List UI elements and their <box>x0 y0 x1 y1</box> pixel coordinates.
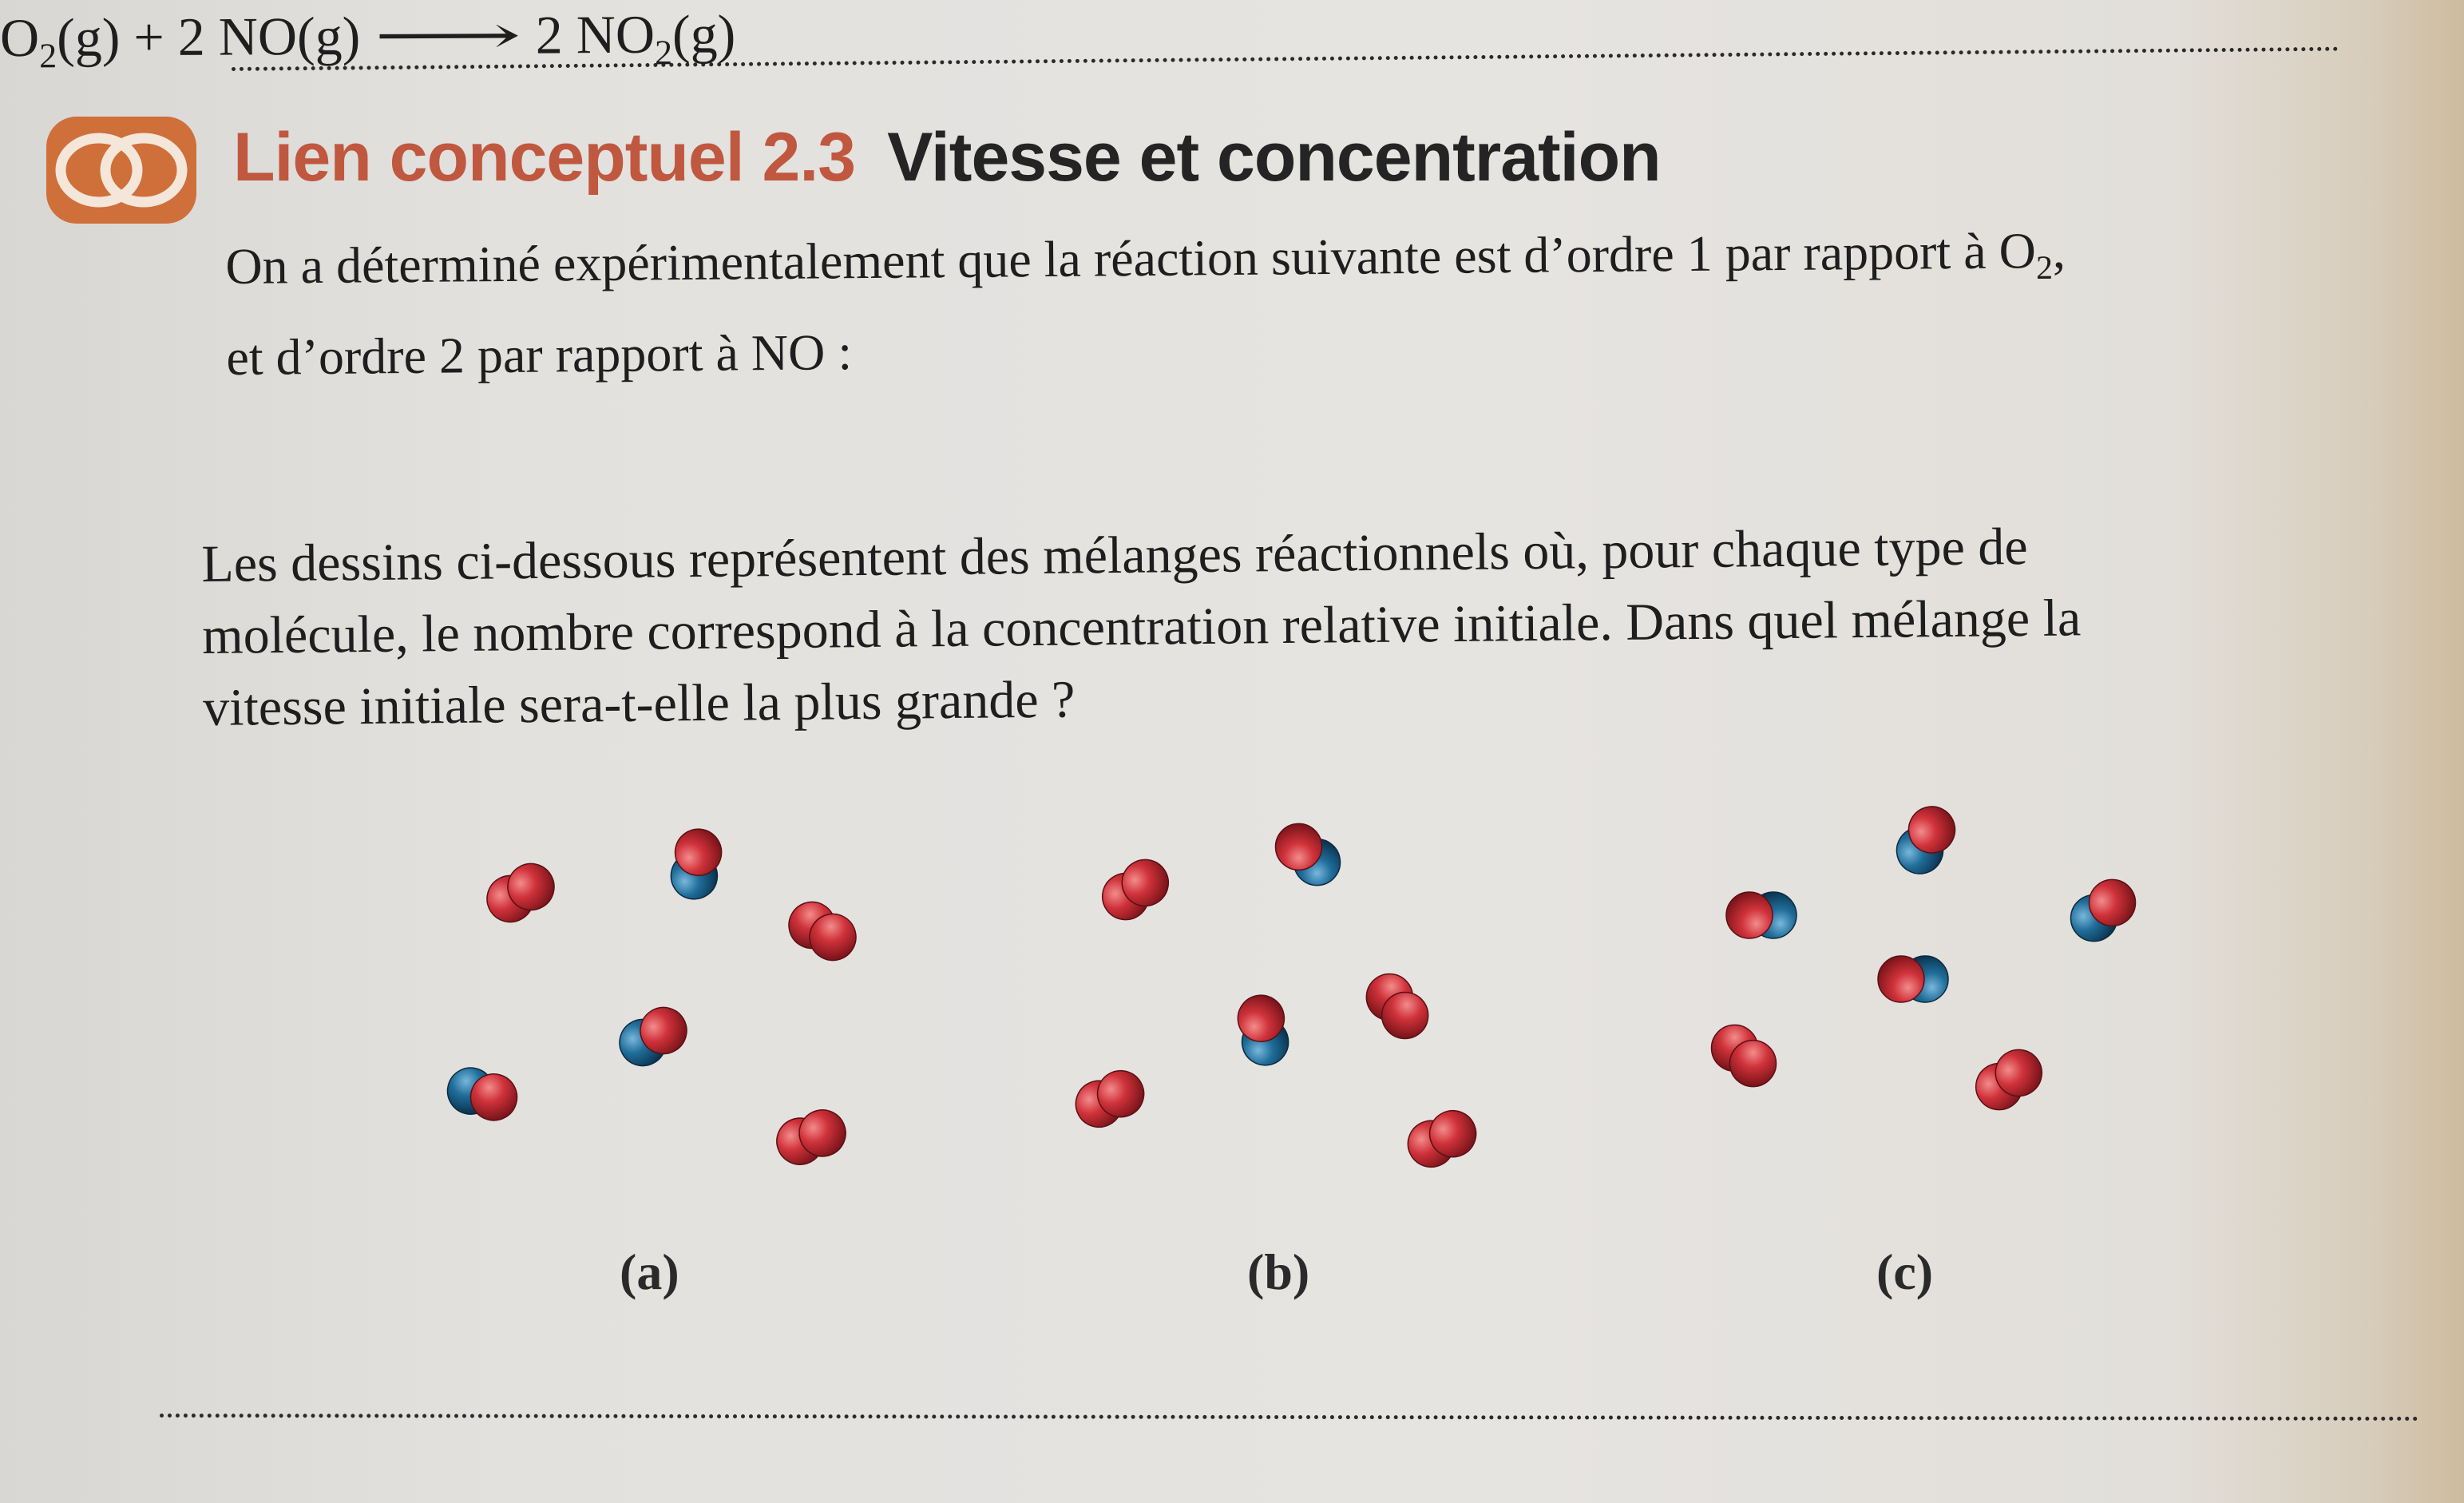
question-line-1: Les dessins ci-dessous représentent des mélanges réactionnels où, pour chaque type de <box>201 518 2028 593</box>
concept-link-label: Lien conceptuel 2.3 <box>233 119 856 196</box>
no-molecule <box>2062 870 2145 951</box>
no-molecule <box>1878 956 1948 1002</box>
no-molecule <box>442 1063 522 1126</box>
o2-molecule <box>1967 1041 2050 1119</box>
panel-label-b: (b) <box>1247 1243 1310 1300</box>
intro-line-2: et d’ordre 2 par rapport à NO : <box>226 323 853 386</box>
panel-label-c: (c) <box>1876 1243 1934 1300</box>
no-molecule <box>611 999 695 1074</box>
section-title: Vitesse et concentration <box>887 119 1661 196</box>
o2-molecule <box>1093 851 1177 929</box>
o2-molecule <box>1400 1103 1484 1175</box>
intro-line-1: On a déterminé expérimentalement que la réaction suivante est d’ordre 1 par rapport à $O_2$, <box>225 221 2066 295</box>
question-line-3: vitesse initiale sera-t-elle la plus grande ? <box>202 670 1076 737</box>
panel-label-a: (a) <box>620 1243 679 1300</box>
o2-molecule <box>770 1104 853 1172</box>
no-molecule <box>1888 798 1963 882</box>
o2-molecule <box>1357 965 1438 1049</box>
mixture-b <box>1068 815 1484 1175</box>
no-molecule <box>667 826 725 903</box>
o2-molecule <box>1702 1016 1786 1097</box>
no-molecule <box>1234 992 1292 1069</box>
no-molecule <box>1266 815 1350 895</box>
mixture-c <box>1702 798 2145 1119</box>
question-line-2: molécule, le nombre correspond à la concentration relative initiale. Dans quel mélange la <box>201 589 2082 665</box>
no-molecule <box>1726 892 1797 938</box>
mixture-a <box>442 826 865 1172</box>
o2-molecule <box>780 894 864 969</box>
o2-molecule <box>478 855 562 930</box>
o2-molecule <box>1068 1063 1151 1135</box>
reaction-equation: $O_2(g) + 2$ NO(g) ⟶ 2 $NO_2(g)$ <box>0 3 736 76</box>
reaction-arrow: ⟶ <box>374 4 522 66</box>
